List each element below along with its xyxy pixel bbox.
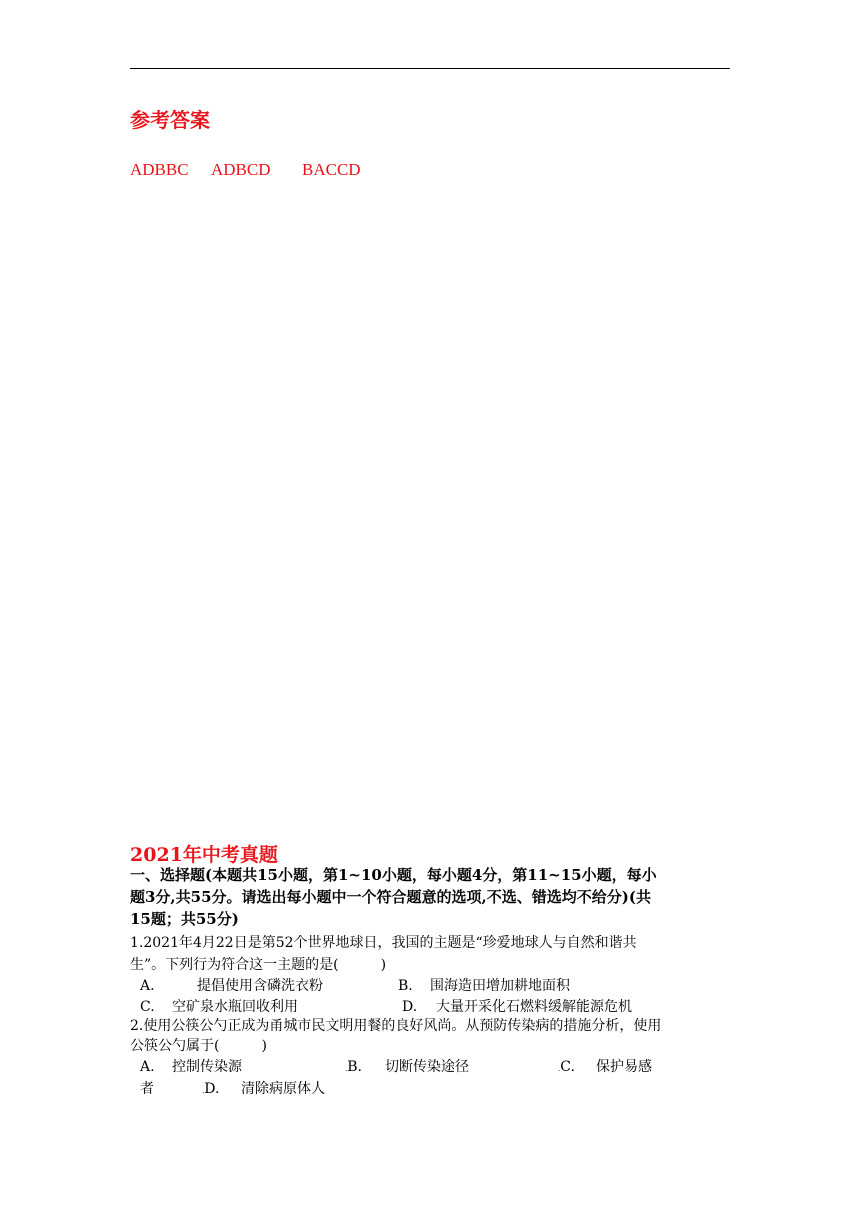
q1-option-d-text: 大量开采化石燃料缓解能源危机: [436, 999, 632, 1015]
q1-option-b-label: B.: [398, 978, 413, 994]
section-instructions: [130, 864, 734, 930]
q1-option-c-text: 空矿泉水瓶回收利用: [172, 999, 298, 1015]
question-2-line-1: 2.使用公筷公勺正成为甬城市民文明用餐的良好风尚。从预防传染病的措施分析，使用: [130, 1018, 662, 1034]
q2-option-c-label: .C.: [558, 1059, 575, 1075]
q1-option-a-label: A.: [140, 978, 155, 994]
answer-group-3: BACCD: [302, 160, 361, 179]
section-line-3: 15题；共55分): [130, 910, 239, 928]
question-1-line-1: 1.2021年4月22日是第52个世界地球日，我国的主题是“珍爱地球人与自然和谐共: [130, 935, 637, 951]
q1-option-d-label: D.: [402, 999, 418, 1015]
q2-option-b-text: 切断传染途径: [385, 1059, 469, 1075]
q2-option-d-label: .D.: [202, 1081, 220, 1097]
question-1-line-2: 生”。下列行为符合这一主题的是( ): [130, 957, 387, 973]
section-line-2: 题3分,共55分。请选出每小题中一个符合题意的选项,不选、错选均不给分)(共: [130, 888, 651, 906]
q2-option-c-text: 保护易感: [596, 1059, 652, 1075]
exam-title: 2021年中考真题: [130, 844, 278, 866]
answer-group-1: ADBBC: [130, 160, 189, 179]
q1-option-b-text: 围海造田增加耕地面积: [430, 978, 570, 994]
answer-group-2: ADBCD: [211, 160, 271, 179]
q2-option-c-continuation: 者: [140, 1081, 154, 1097]
header-rule: [130, 68, 730, 69]
q2-option-b-label: .B.: [345, 1059, 362, 1075]
q1-option-a-text: 提倡使用含磷洗衣粉: [197, 978, 323, 994]
section-line-1: 一、选择题(本题共15小题，第1~10小题，每小题4分，第11~15小题，每小: [130, 866, 657, 884]
question-2-line-2: 公筷公勺属于( ): [130, 1038, 267, 1054]
q1-option-c-label: C.: [140, 999, 155, 1015]
q2-option-a-text: 控制传染源: [172, 1059, 242, 1075]
q2-option-d-text: 清除病原体人: [241, 1081, 325, 1097]
q2-option-a-label: A.: [140, 1059, 155, 1075]
answer-key-title: 参考答案: [130, 108, 210, 132]
